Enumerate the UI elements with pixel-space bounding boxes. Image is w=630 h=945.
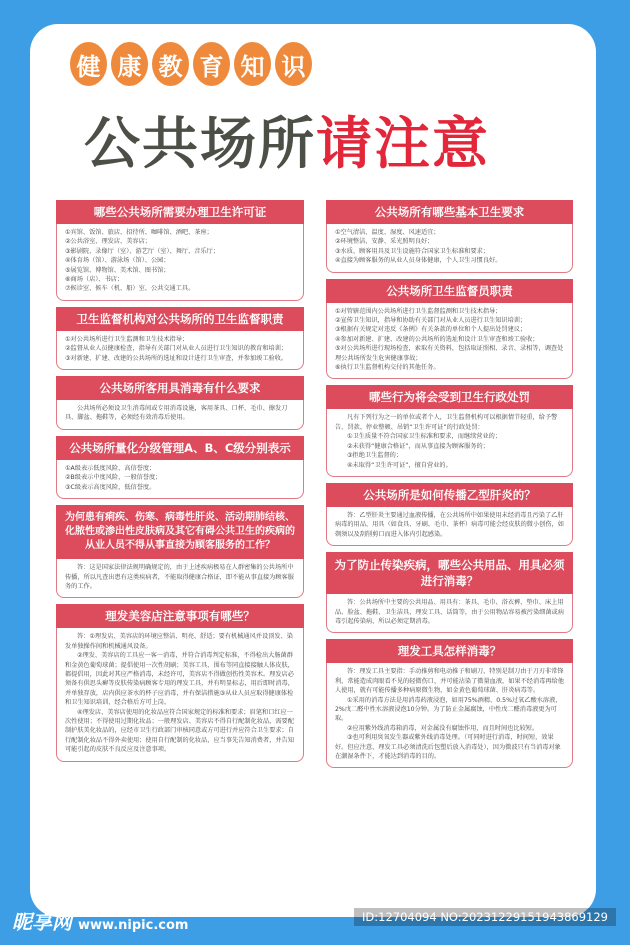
card-line: ③也可利用臭氧发生器或紫外线消毒处理。（可同时进行消毒，时间短，效果好。但应注意，理发工具必须清洗后包塑后放入消毒处），因为微波只有当消毒对象在潮湿条件下，才能达到消毒的目的。 <box>335 734 561 760</box>
logo-url: www.nipic.com <box>78 918 189 933</box>
card-line: ④未取得“卫生许可证”，擅自营业的。 <box>347 461 452 469</box>
left-column <box>56 200 304 762</box>
card-body <box>56 331 304 370</box>
card-line: ⑦候诊室、候车（机、船）室、公共交通工具。 <box>65 285 195 293</box>
card-title: 哪些公共场所需要办理卫生许可证 <box>56 200 304 224</box>
card-line: ①对管辖范围内公共场所进行卫生监督监测和卫生技术指导； <box>335 307 502 315</box>
card-line: ③拒绝卫生监督的； <box>347 452 403 460</box>
card-line: 答：公共场所中主要的公共用品、用具有：茶具、毛巾、浴衣裤、垫巾、床上用品、脸盆、拖鞋、卫生洁具、理发工具、话筒等，由于公用物品容易被污染细菌或病毒引起传染病，所以必须定期消毒。 <box>335 599 564 625</box>
card-title: 理发美容店注意事项有哪些？ <box>56 604 304 628</box>
banner-char: 健 <box>70 42 107 86</box>
card-title: 为了防止传染疾病，哪些公共用品、用具必须进行消毒？ <box>326 552 573 594</box>
card-line: ②宣传卫生知识，指导和协助有关部门对从业人员进行卫生知识培训； <box>335 317 527 325</box>
card-line: ②应用紫外线消毒箱消毒，对金属没有腐蚀作用，而且时间也比较短。 <box>347 724 539 732</box>
card-line: ③对新建、扩建、改建的公共场所的选址和设计进行卫生审查，并参加竣工验收。 <box>65 354 288 362</box>
card-line: ①对公共场所进行卫生监测和卫生技术指导； <box>65 335 189 343</box>
card-body <box>56 400 304 430</box>
card-line: ⑥执行卫生监督机构交付的其他任务。 <box>335 364 440 372</box>
logo-text: 昵享网 <box>12 910 72 934</box>
watermark-logo <box>12 906 188 935</box>
card-body <box>326 224 573 273</box>
disinfection-requirement-card <box>56 376 304 430</box>
card-body <box>56 628 304 761</box>
grading-card <box>56 436 304 499</box>
title-part-1: 公共场所 <box>84 112 316 177</box>
card-body <box>326 594 573 633</box>
card-body <box>56 224 304 301</box>
banner-char: 识 <box>275 42 312 86</box>
health-education-banner <box>70 42 312 92</box>
card-line: ①A级表示低度风险，高信誉度； <box>65 464 156 472</box>
card-line: ④参加对新建、扩建、改建的公共场所的选址和设计卫生审查和竣工验收； <box>335 335 539 343</box>
card-line: ①采用的消毒方法是用消毒药液浸泡，如用75%酒精、0.5%过氧乙酸水溶液，2%戊二醛中性水溶液浸泡10分钟。为了防止金属腐蚀，中性戊二醛消毒液更为可取。 <box>335 696 562 723</box>
basic-requirement-card <box>326 200 573 273</box>
card-body <box>326 303 573 380</box>
card-line: 答：①理发店、美容店的环境应整洁、明亮、舒适；要有机械通风并设顶发、染发单独操作间和机械通风设备。 <box>65 633 293 650</box>
card-line: ③影剧院、录像厅（室）、游艺厅（室）、舞厅、音乐厅； <box>65 247 220 255</box>
card-line: ③C级表示高度风险，低信誉度。 <box>65 483 156 491</box>
card-line: ②环境整洁、安静、采光照明良好； <box>335 238 434 246</box>
card-line: ①卫生质量不符合国家卫生标准和要求，而继续营业的； <box>347 433 502 441</box>
barber-tool-card <box>326 639 573 768</box>
banner-char: 育 <box>193 42 230 86</box>
card-title: 公共场所客用具消毒有什么要求 <box>56 376 304 400</box>
card-title: 理发工具怎样消毒？ <box>326 639 573 663</box>
card-line: ④理发店、美容店使用的化妆品应符合国家规定的标准和要求；眉笔和口红应一次性使用；不得使用过期化妆品；一般理发店、美容店不得自行配制化妆品，需要配制护肤美化妆品的，应经市卫生行政部门审核同意或方可进行并应符合卫生要求；自行配制化妆品不得外卖使用；使用自行配制的化妆品，应当事先告知消费者，并告知可能引起的皮肤不良反应及注意事项。 <box>65 708 294 754</box>
hepatitis-card <box>326 483 573 546</box>
notice-title: 为何患有痢疾、伤寒、病毒性肝炎、活动期肺结核、化脓性或渗出性皮肤病及其它有碍公共卫生的疾病的从业人员不得从事直接为顾客服务的工作？ <box>56 505 304 559</box>
inspector-duty-card <box>326 279 573 380</box>
card-line: ④直接为顾客服务的从业人员身体健康，个人卫生习惯良好。 <box>335 257 502 265</box>
card-line: 凡有下列行为之一的单位或者个人，卫生监督机构可以根据情节轻重，给予警告、罚款、停业整顿、吊销“卫生许可证”的行政处罚： <box>335 414 558 431</box>
card-body <box>326 507 573 546</box>
card-body <box>326 409 573 476</box>
banner-char: 康 <box>111 42 148 86</box>
disinfect-items-card <box>326 552 573 633</box>
card-line: ①空气清洁、温度、湿度、风速适宜； <box>335 229 440 236</box>
banner-char: 知 <box>234 42 271 86</box>
card-line: ②理发、美容店的工具应一客一消毒，并符合消毒判定标准，不得检出大肠菌群和金黄色葡萄球菌；提倡使用一次性胡刷；美容工具、围布等同直接接触人体皮肤，都提倡用，因此对其应严格消毒，未经许可，美容店不得做创伤性美容术。理发店必须备有供思头癣等皮肤传染病顾客专用的理发工具，并有明显标志，用后即时消毒，并单独存放，店内供应茶水的杯子应消毒，并有保洁措施③从业人员应取得健康体检和卫生知识培训，经合格后方可上岗。 <box>65 652 294 707</box>
card-body <box>56 460 304 499</box>
card-line: 答：理发工具主要指：手动推剪和电动推子和刷刀，特别是制刀由于刀刃非常锋利，常能造成肉眼看不见的轻微伤口，并可能沾染了微量血液，如果不经消毒再给他人使用，就有可能传播多种病原微生物，如金黄色葡萄球菌、肝炎病毒等。 <box>335 668 564 695</box>
supervision-duty-card <box>56 307 304 370</box>
card-line: ④体育场（馆）、游泳场（馆）、公园； <box>65 257 170 265</box>
card-line: ①宾馆、饭馆、旅店、招待所、咖啡馆、酒吧、茶座； <box>65 229 213 236</box>
card-line: ②未获得“健康合格证”，而从事直接为顾客服务的； <box>347 442 489 450</box>
card-line: ③水质、顾客用具及卫生设施符合国家卫生标准和要求； <box>335 247 490 255</box>
card-title: 公共场所有哪些基本卫生要求 <box>326 200 573 224</box>
card-line: ⑤展览馆、博物馆、美术馆、图书馆； <box>65 266 170 274</box>
card-line: ⑥商场（店）、书店； <box>65 276 124 284</box>
license-card <box>56 200 304 301</box>
card-line: 答：这是国家法律法规明确规定的，由于上述疾病极易在人群密集的公共场所中传播，所以凡查出患有这类疾病者，不能取得健康合格证，即不能从事直接为顾客服务的工作。 <box>65 564 294 590</box>
card-title: 卫生监督机构对公共场所的卫生监督职责 <box>56 307 304 331</box>
card-body <box>326 663 573 768</box>
image-id-label: ID:12704094 NO:20231229151943869129 <box>354 908 616 926</box>
title-part-2: 请注意 <box>316 112 490 177</box>
penalty-card <box>326 385 573 476</box>
page-title <box>84 110 490 180</box>
card-line: ②监督从业人员健康检查，指导有关部门对从业人员进行卫生知识的教育和培训； <box>65 345 288 353</box>
card-title: 公共场所是如何传播乙型肝炎的？ <box>326 483 573 507</box>
card-title: 公共场所卫生监督员职责 <box>326 279 573 303</box>
card-line: ③根据有关规定对违反《条例》有关条款的单位和个人提出处罚建议； <box>335 326 527 334</box>
card-line: ⑤对公共场所进行现场检查，索取有关资料，包括取证照相、录音、录相等，调查处理公共场所发生危害健康事故； <box>335 345 564 362</box>
card-line: ②公共浴室、理发店、美容店； <box>65 238 151 246</box>
right-column <box>326 200 573 768</box>
card-line: 答：乙型肝炎主要通过血液传播，在公共场所中如果使用未经消毒且污染了乙肝病毒的用品、用具（如食具、牙刷、毛巾、茶杯）病毒可能会经皮肤的微小创伤，如剃须以及刮削剪口而进入体内引起感染。 <box>335 511 564 538</box>
barber-notice-card <box>56 604 304 761</box>
card-body <box>56 559 304 598</box>
card-title: 公共场所量化分级管理A、B、C级分别表示 <box>56 436 304 460</box>
card-title: 哪些行为将会受到卫生行政处罚 <box>326 385 573 409</box>
disease-notice-card <box>56 505 304 598</box>
banner-char: 教 <box>152 42 189 86</box>
card-line: ②B级表示中度风险，一般信誉度； <box>65 474 162 482</box>
card-line: 公共场所必须设卫生消毒间或专用消毒设施，客用茶具、口杯、毛巾、擦发刀具、脚盆、拖鞋等，必须经有效消毒后使用。 <box>65 405 288 422</box>
